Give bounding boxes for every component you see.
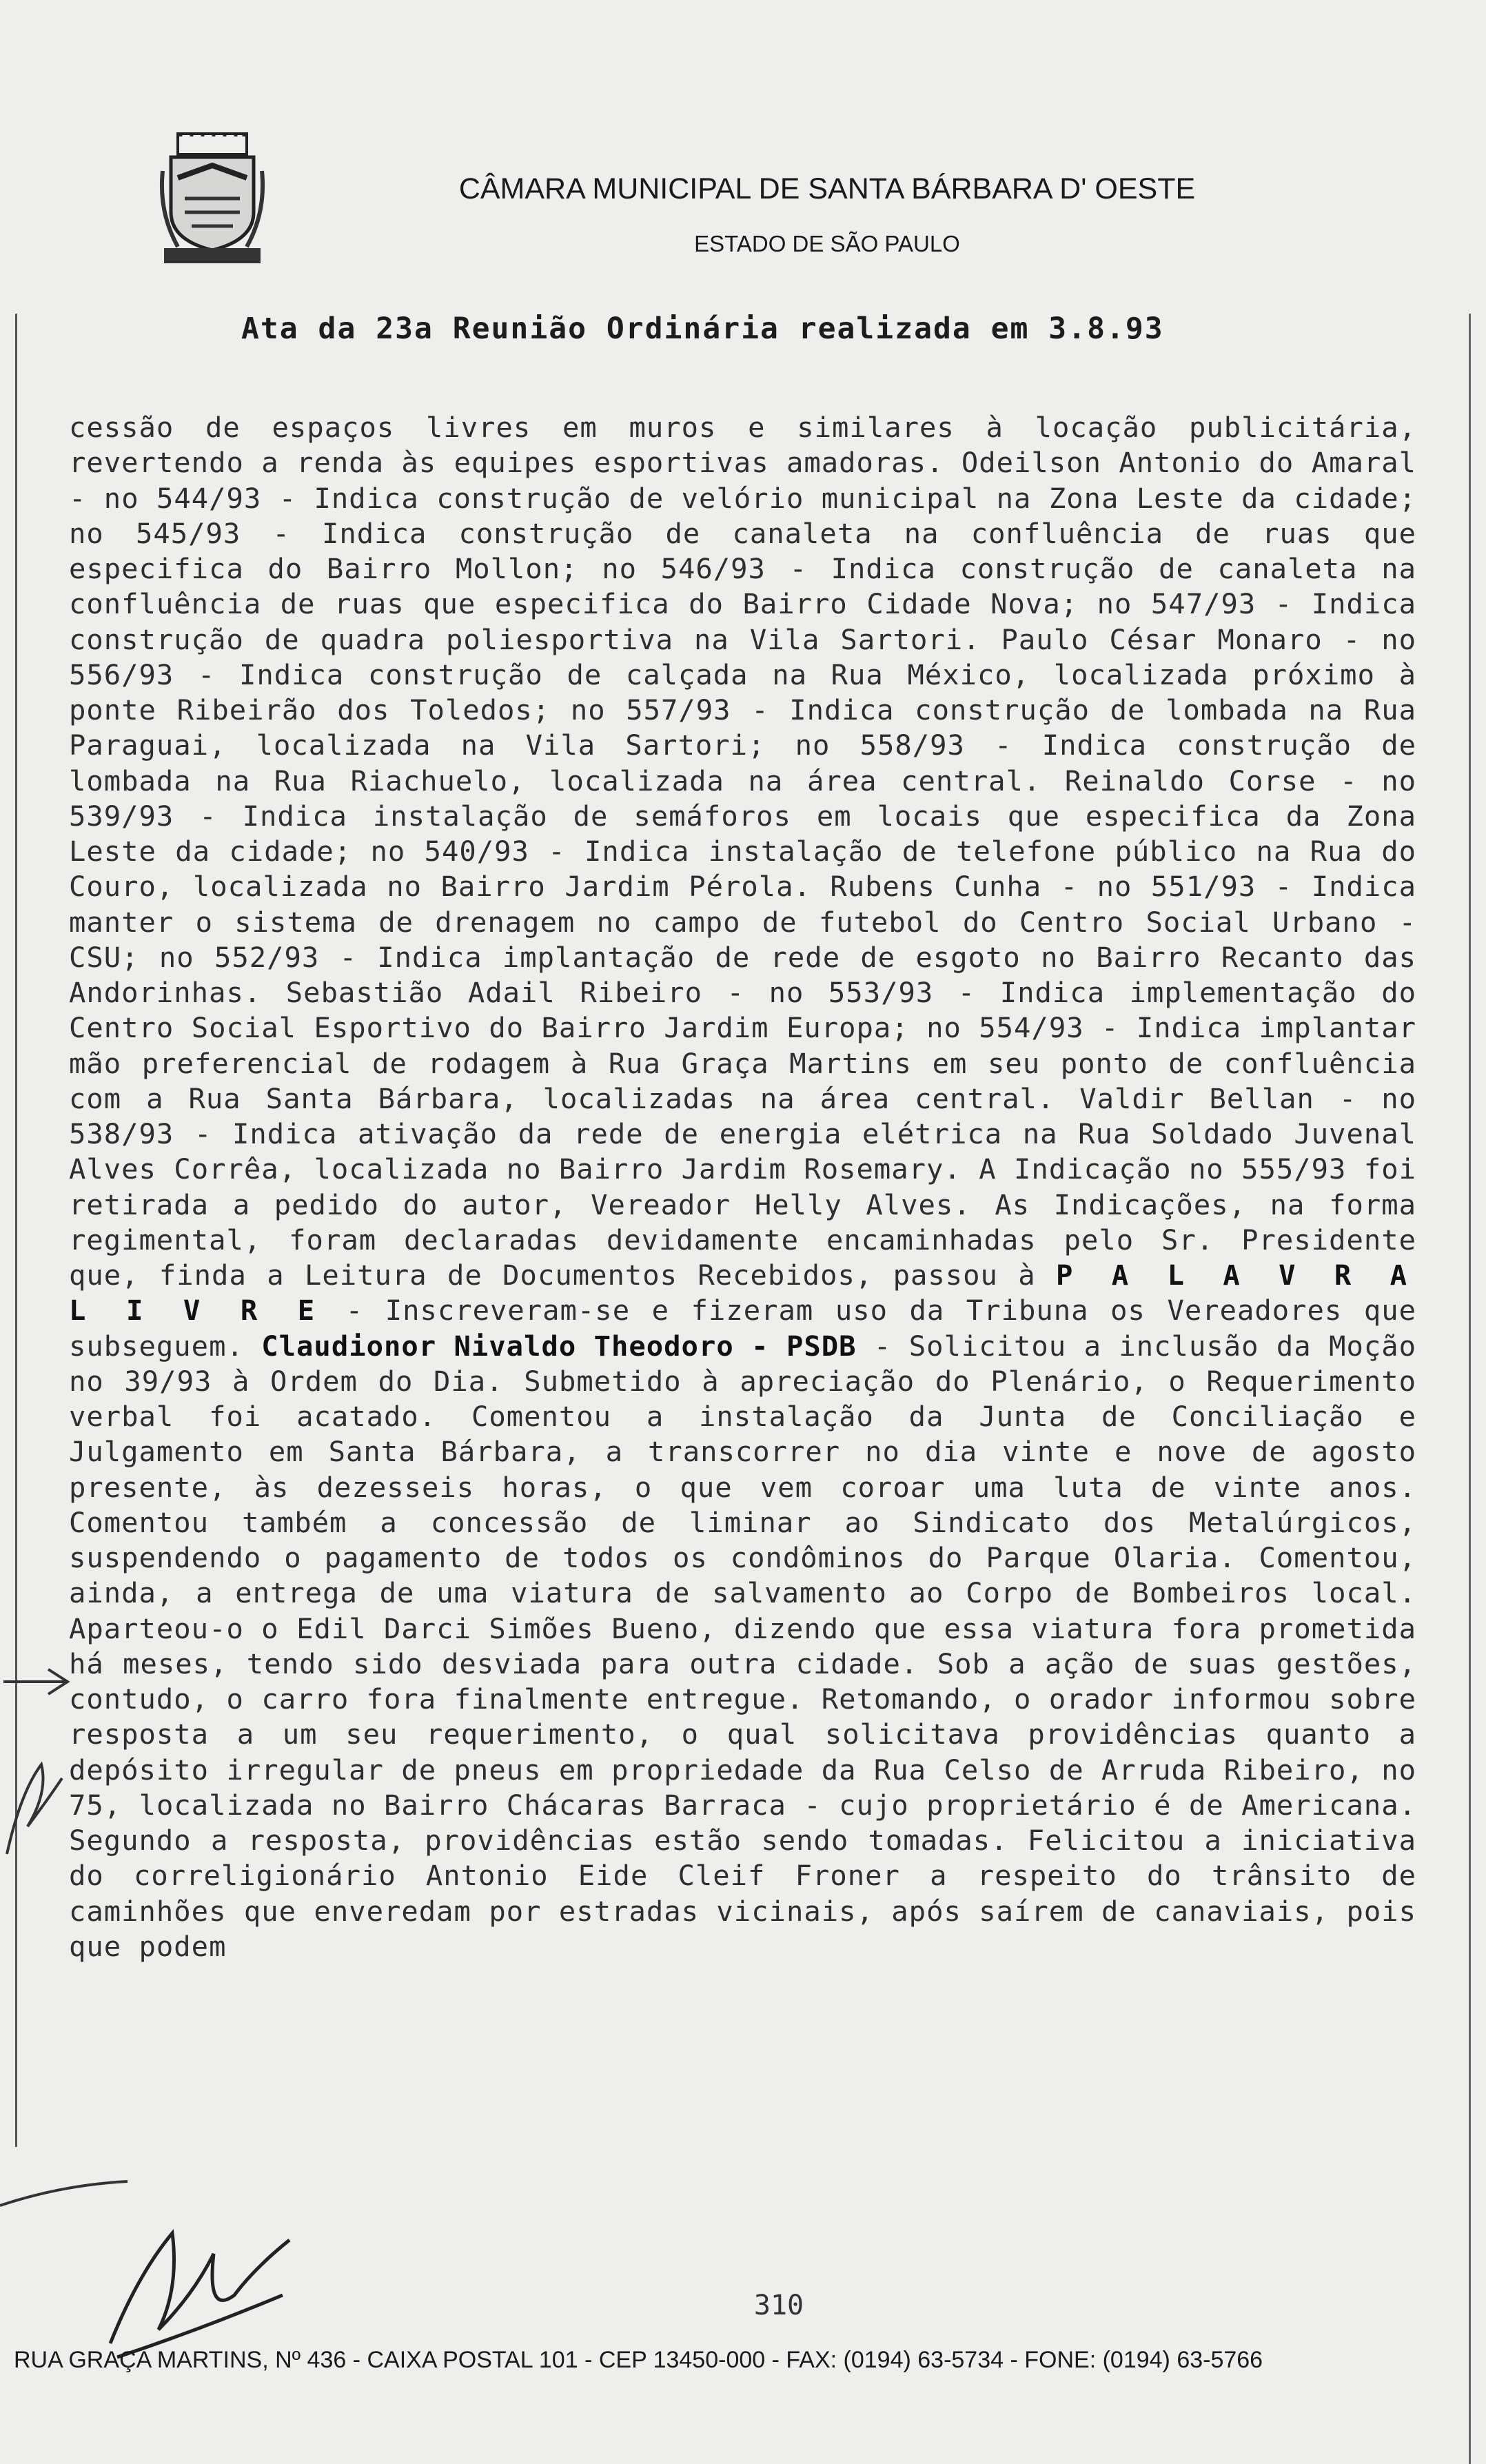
letterhead	[0, 0, 1486, 289]
body-part-3: - Solicitou a inclusão da Moção no 39/93 à Ordem do Dia. Submetido à apreciação do Plenário, o Requerimento verbal foi acatado. Comentou a instalação da Junta de Conciliação e Julgamento em Santa Bárbara, a transcorrer no dia vinte e nove de agosto presente, às dezesseis horas, o que vem coroar uma luta de vinte anos. Comentou também a concessão de liminar ao Sindicato dos Metalúrgicos, suspendendo o pagamento de todos os condôminos do Parque Olaria. Comentou, ainda, a entrega de uma viatura de salvamento ao Corpo de Bombeiros local. Aparteou-o o Edil Darci Simões Bueno, dizendo que essa viatura fora prometida há meses, tendo sido desviada para outra cidade. Sob a ação de suas gestões, contudo, o carro fora finalmente entregue. Retomando, o orador informou sobre resposta a um seu requerimento, o qual solicitava providências quanto a depósito irregular de pneus em propriedade da Rua Celso de Arruda Ribeiro, no 75, localizada no Bairro Chácaras Barraca - cujo proprietário é de Americana. Segundo a resposta, providências estão sendo tomadas. Felicitou a iniciativa do correligionário Antonio Eide Cleif Froner a respeito do trânsito de caminhões que enveredam por estradas vicinais, após saírem de canaviais, pois que podem	[69, 1329, 1417, 1963]
left-margin-rule	[15, 314, 17, 2147]
free-word-heading: P A L A V R A L I V R E	[69, 1259, 1417, 1327]
footer-address: RUA GRAÇA MARTINS, Nº 436 - CAIXA POSTAL 101 - CEP 13450-000 - FAX: (0194) 63-5734 - FONE: (0194) 63-5766	[14, 2347, 1263, 2373]
state-name: ESTADO DE SÃO PAULO	[694, 231, 960, 256]
municipal-coat-of-arms-icon	[157, 130, 267, 267]
page-number: 310	[753, 2290, 804, 2321]
handwritten-signature	[96, 2192, 296, 2364]
minutes-body	[69, 410, 1416, 1964]
margin-arrow-icon	[0, 1661, 76, 1702]
right-margin-rule	[1469, 314, 1471, 2464]
body-part-2: - Inscreveram-se e fizeram uso da Tribuna os Vereadores que subseguem.	[69, 1294, 1417, 1363]
margin-initials-scribble	[0, 1751, 69, 1861]
minutes-title: Ata da 23a Reunião Ordinária realizada em 3.8.93	[241, 312, 1164, 346]
chamber-name: CÂMARA MUNICIPAL DE SANTA BÁRBARA D' OESTE	[458, 172, 1196, 205]
body-part-1: cessão de espaços livres em muros e similares à locação publicitária, revertendo a renda às equipes esportivas amadoras. Odeilson Antonio do Amaral - no 544/93 - Indica construção de velório municipal na Zona Leste da cidade; no 545/93 - Indica construção de canaleta na confluência de ruas que especifica do Bairro Mollon; no 546/93 - Indica construção de canaleta na confluência de ruas que especifica do Bairro Cidade Nova; no 547/93 - Indica construção de quadra poliesportiva na Vila Sartori. Paulo César Monaro - no 556/93 - Indica construção de calçada na Rua México, localizada próximo à ponte Ribeirão dos Toledos; no 557/93 - Indica construção de lombada na Rua Paraguai, localizada na Vila Sartori; no 558/93 - Indica construção de lombada na Rua Riachuelo, localizada na área central. Reinaldo Corse - no 539/93 - Indica instalação de semáforos em locais que especifica da Zona Leste da cidade; no 540/93 - Indica instalação de telefone público na Rua do Couro, localizada no Bairro Jardim Pérola. Rubens Cunha - no 551/93 - Indica manter o sistema de drenagem no campo de futebol do Centro Social Urbano - CSU; no 552/93 - Indica implantação de rede de esgoto no Bairro Recanto das Andorinhas. Sebastião Adail Ribeiro - no 553/93 - Indica implementação do Centro Social Esportivo do Bairro Jardim Europa; no 554/93 - Indica implantar mão preferencial de rodagem à Rua Graça Martins em seu ponto de confluência com a Rua Santa Bárbara, localizadas na área central. Valdir Bellan - no 538/93 - Indica ativação da rede de energia elétrica na Rua Soldado Juvenal Alves Corrêa, localizada no Bairro Jardim Rosemary. A Indicação no 555/93 foi retirada a pedido do autor, Vereador Helly Alves. As Indicações, na forma regimental, foram declaradas devidamente encaminhadas pelo Sr. Presidente que, finda a Leitura de Documentos Recebidos, passou à	[69, 411, 1416, 1292]
speaker-name: Claudionor Nivaldo Theodoro - PSDB	[261, 1329, 857, 1363]
